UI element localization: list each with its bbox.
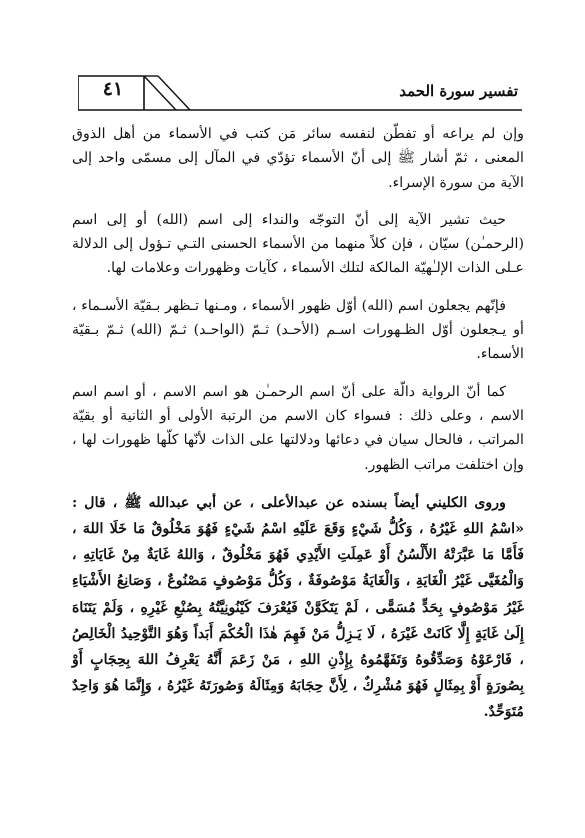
running-title: تفسير سورة الحمد — [399, 82, 518, 100]
paragraph: حيث تشير الآية إلى أنّ التوجّه والنداء إلى اسم (الله) أو إلى اسم (الرحمـٰن) سيّان ، فإن كلاً منهما من الأسماء الحسنى التـي تـؤول إلى الدلالة عـلى الذات الإلـٰهيّة المالكة لتلك الأسماء ، كآيات وظهورات وعلامات لها. — [72, 211, 524, 277]
paragraph: كما أنّ الرواية دالّة على أنّ اسم الرحمـٰن هو اسم الاسم ، أو اسم اسم الاسم ، وعلى ذلك : فسواء كان الاسم من الرتبة الأولى أو الثانية أو بقيّة المراتب ، فالحال سيان في دعائها ودلالتها على الذات لأنّها كلّها ظهورات لها ، وإن اختلفت مراتب الظهور. — [72, 383, 524, 473]
hadith-quote: وروى الكليني أيضاً بسنده عن عبدالأعلى ، عن أبي عبدالله ﷺ ، قال : «اسْمُ اللهِ غَيْرُهُ ، وَكُلُّ شَيْءٍ وَقَعَ عَلَيْهِ اسْمُ شَيْءٍ فَهُوَ مَخْلُوقٌ مَا خَلَا اللهَ ، فَأَمَّا مَا عَبَّرَتْهُ الأَلْسُنُ أَوْ عَمِلَتِ الأَيْدِي فَهُوَ مَخْلُوقٌ ، وَاللهُ غَايَةٌ مِنْ غَايَاتِهِ ، وَالْمُغَيَّى غَيْرُ الْغَايَةِ ، وَالْغَايَةُ مَوْصُوفَةٌ ، وَكُلُّ مَوْصُوفٍ مَصْنُوعٌ ، وَصَانِعُ الأَشْيَاءِ غَيْرُ مَوْصُوفٍ بِحَدٍّ مُسَمًّى ، لَمْ يَتَكَوَّنْ فَيُعْرَفَ كَيْنُونِيَّتُهُ بِصُنْعِ غَيْرِهِ ، وَلَمْ يَتَنَاهَ إِلَىٰ غَايَةٍ إِلَّا كَانَتْ غَيْرَهُ ، لَا يَـزِلُّ مَنْ فَهِمَ هٰذَا الْحُكْمَ أَبَداً وَهُوَ التَّوْحِيدُ الْخَالِصُ ، فَارْعَوْهُ وَصَدِّقُوهُ وَتَفَهَّمُوهُ بِإِذْنِ اللهِ ، مَنْ زَعَمَ أَنَّهُ يَعْرِفُ اللهَ بِحِجَابٍ أَوْ بِصُورَةٍ أَوْ بِمِثَالٍ فَهُوَ مُشْرِكٌ ، لِأَنَّ حِجَابَهُ وَمِثَالَهُ وَصُورَتَهُ غَيْرُهُ ، وَإِنَّمَا هُوَ وَاحِدٌ مُتَوَحِّدٌ. — [72, 494, 524, 721]
page-body — [72, 122, 524, 739]
paragraph: فإنّهم يجعلون اسم (الله) أوّل ظهور الأسماء ، ومـنها تـظهر بـقيّة الأسـماء ، أو يـجعلون أوّل الظـهورات اسـم (الأحـد) ثـمّ (الواحـد) ثـمّ (الله) ثـمّ بـقيّة الأسماء. — [72, 297, 524, 363]
page-number: ٤١ — [102, 78, 124, 100]
page-header — [78, 72, 522, 112]
paragraph: وإن لم يراعه أو تفطّن لنفسه سائر مَن كتب في الأسماء من أهل الذوق المعنى ، ثمّ أشار ﷺ إلى أنّ الأسماء تؤدّي في المآل إلى مسمّى واحد إلى الآية من سورة الإسراء. — [72, 126, 524, 191]
